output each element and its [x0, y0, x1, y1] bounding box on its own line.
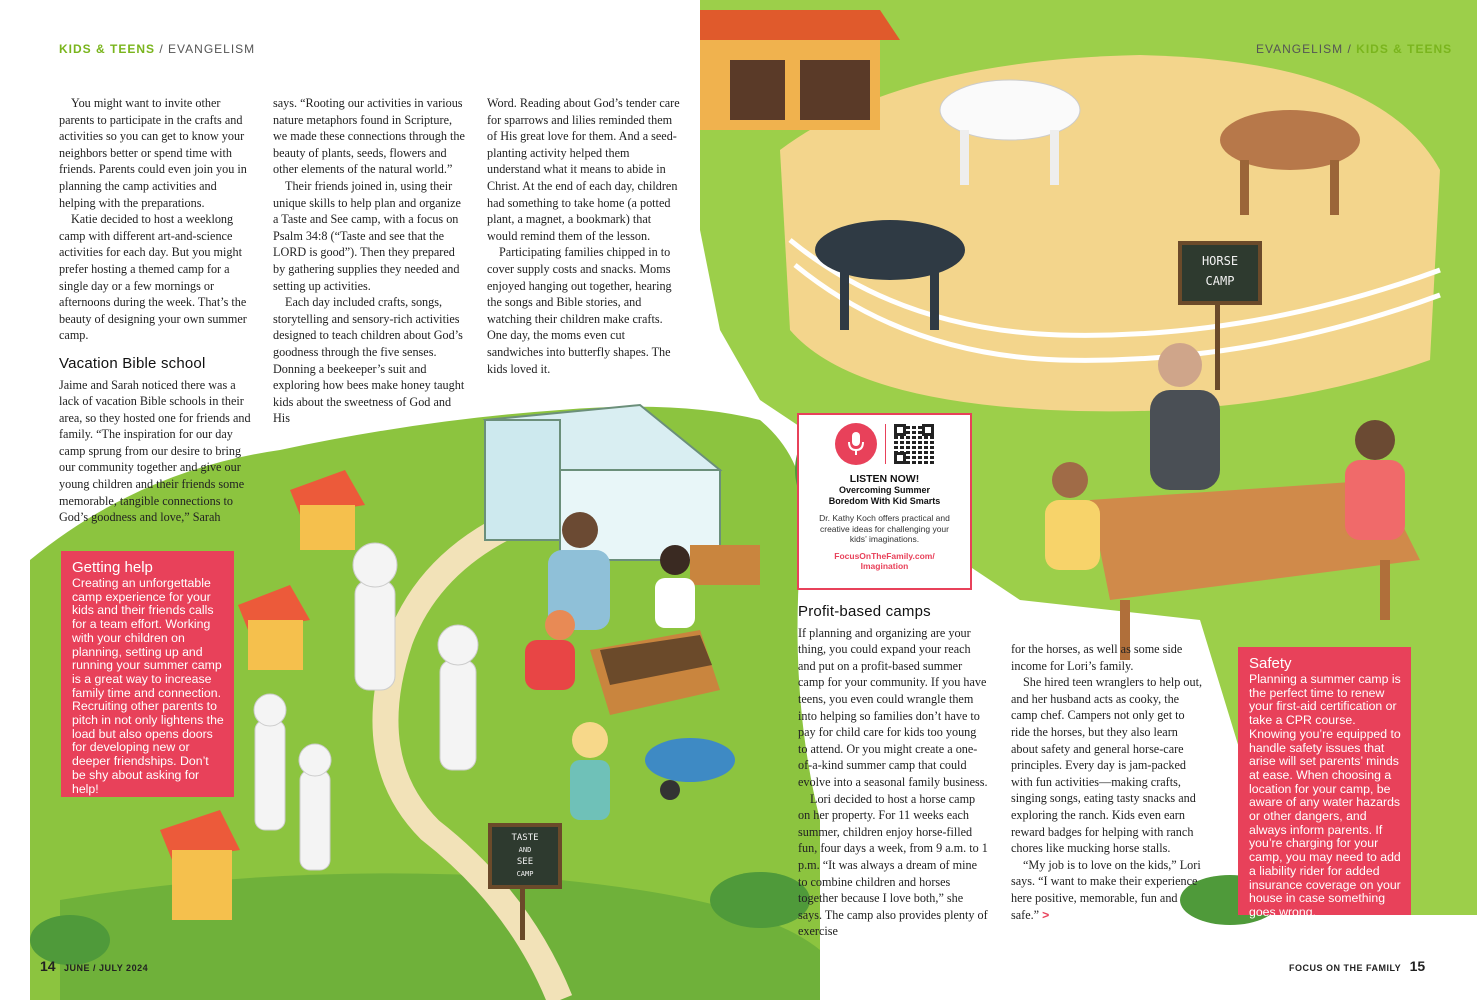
category-label: EVANGELISM: [1256, 42, 1344, 56]
category-label: EVANGELISM: [168, 42, 256, 56]
listen-link[interactable]: FocusOnTheFamily.com/ Imagination: [834, 550, 935, 571]
listen-subtitle: Overcoming Summer Boredom With Kid Smarts: [828, 485, 941, 506]
paragraph: You might want to invite other parents to participate in the crafts and activities so you can get to know your neighbors better or spend time with friends. Parents could even join you in planning the camp activities and helping with the preparations.: [59, 96, 247, 210]
section-label: KIDS & TEENS: [59, 42, 156, 56]
right-footer: [1289, 958, 1425, 976]
body-column-1: [59, 95, 255, 526]
section-label: KIDS & TEENS: [1356, 42, 1453, 56]
listen-title: LISTEN NOW!: [849, 473, 920, 485]
paragraph: She hired teen wranglers to help out, and her husband acts as cooky, the camp chef. Campers not only get to ride the horses, but they also learn about safety and general horse-care principles. Every day is jam-packed with fun activities—making crafts, singing songs, eating tasty snacks and exploring the ranch. Kids even earn reward badges for helping with ranch chores like mucking horse stalls.: [1011, 675, 1203, 856]
person-bearded-man: [1158, 343, 1202, 387]
body-column-4: [798, 604, 988, 940]
paragraph: Each day included crafts, songs, storytelling and sensory-rich activities designed to teach children about God’s goodness through the five senses. Donning a beekeeper’s suit and exploring how bees make honey taught kids about the sweetness of God and His: [273, 295, 465, 426]
page-number: 15: [1409, 958, 1426, 974]
sidebar-body: Creating an unforgettable camp experience for your kids and their friends calls for a team effort. Working with your children on planning, setting up and running your summer camp is a great way to increase family time and connection. Recruiting other parents to pitch in not only lightens the load but also opens doors for developing new or deeper friendships. Don’t be shy about asking for help!: [72, 576, 224, 796]
sign-line: CAMP: [516, 870, 534, 878]
qr-code-icon[interactable]: [894, 424, 934, 464]
paragraph: Lori decided to host a horse camp on her property. For 11 weeks each summer, children enjoy horse-filled fun, four days a week, from 9 a.m. to 1 p.m. “It was always a dream of mine to combine children and horses together because I love both,” she says. The camp also provides plenty of exercise: [798, 791, 988, 939]
paragraph: Participating families chipped in to cover supply costs and snacks. Moms enjoyed hanging out together, hearing the songs and Bible stories, and watching their children make crafts. One day, the moms even cut sandwiches into butterfly shapes. The kids loved it.: [487, 245, 672, 376]
right-running-head: [1256, 42, 1452, 56]
sign-line: SEE: [516, 857, 534, 867]
left-running-head: [59, 42, 255, 56]
separator: /: [1343, 42, 1357, 56]
sign-line: CAMP: [1205, 274, 1235, 288]
magazine-name: FOCUS ON THE FAMILY: [1289, 963, 1402, 973]
end-mark: >: [1042, 907, 1050, 922]
paragraph: Their friends joined in, using their unique skills to help plan and organize a Taste and See camp, with a focus on Psalm 34:8 (“Taste and see that the LORD is good”). Then they prepared by gathering supplies they needed and setting up activities.: [273, 178, 461, 293]
body-column-3: [487, 95, 683, 377]
paragraph: Word. Reading about God’s tender care for sparrows and lilies reminded them of His great love for them. And a seed-planting activity helped them understand what it means to abide in Christ. At the end of each day, children had something to take home (a potted plant, a magnet, a bookmark) that would remind them of the lesson.: [487, 96, 680, 243]
horse-camp-sign-text: [1184, 251, 1256, 291]
paragraph: says. “Rooting our activities in various nature metaphors found in Scripture, we made these connections through the beauty of plants, seeds, flowers and other elements of the natural world.”: [273, 96, 465, 177]
listen-now-box: [797, 413, 972, 590]
body-column-5: [1011, 641, 1206, 923]
body-column-2: [273, 95, 469, 427]
barn: [700, 10, 900, 130]
sign-line: HORSE: [1201, 254, 1239, 268]
taste-and-see-sign-text: [494, 832, 556, 880]
issue-date: JUNE / JULY 2024: [64, 963, 149, 973]
subheading: Vacation Bible school: [59, 354, 206, 372]
getting-help-sidebar: [61, 551, 234, 797]
sign-line: AND: [518, 846, 532, 854]
subheading: Profit-based camps: [798, 603, 931, 620]
sign-line: TASTE: [511, 833, 539, 843]
sidebar-title: Getting help: [72, 559, 153, 576]
microphone-icon[interactable]: [835, 423, 877, 465]
sidebar-body: Planning a summer camp is the perfect time to renew your first-aid certification or take a CPR course. Knowing you’re equipped to handle safety issues that arise will set parents’ minds at ease. When choosing a location for your camp, be aware of any water hazards or other dangers, and always inform parents. If you’re charging for your camp, you may need to add a liability rider for added insurance coverage on your house in case something goes wrong.: [1249, 672, 1401, 919]
listen-body: Dr. Kathy Koch offers practical and creative ideas for challenging your kids’ imaginations.: [819, 513, 950, 544]
page-number: 14: [40, 958, 56, 974]
paragraph: “My job is to love on the kids,” Lori says. “I want to make their experience here positive, memorable, fun and safe.” >: [1011, 857, 1201, 922]
paragraph: for the horses, as well as some side income for Lori’s family.: [1011, 642, 1183, 673]
paragraph: Katie decided to host a weeklong camp with different art-and-science activities for each day. But you might prefer hosting a themed camp for a single day or a few mornings or afternoons during the week. That’s the beauty of designing your own summer camp.: [59, 212, 247, 343]
left-footer: [40, 958, 148, 976]
paragraph: If planning and organizing are your thing, you could expand your reach and put on a profit-based summer camp for your community. If you have teens, you even could wrangle them into helping so families don’t have to pay for child care for kids too young to attend. Or you might create a one-of-a-kind summer camp that could evolve into a seasonal family business.: [798, 625, 988, 789]
separator: /: [155, 42, 169, 56]
paragraph: Jaime and Sarah noticed there was a lack of vacation Bible schools in their area, so they hosted one for friends and family. “The inspiration for our day camp sprung from our desire to bring our community together and give our young children and their friends some memorable, tangible connections to God’s goodness and love,” Sarah: [59, 377, 251, 525]
sidebar-title: Safety: [1249, 655, 1292, 672]
safety-sidebar: [1238, 647, 1411, 919]
